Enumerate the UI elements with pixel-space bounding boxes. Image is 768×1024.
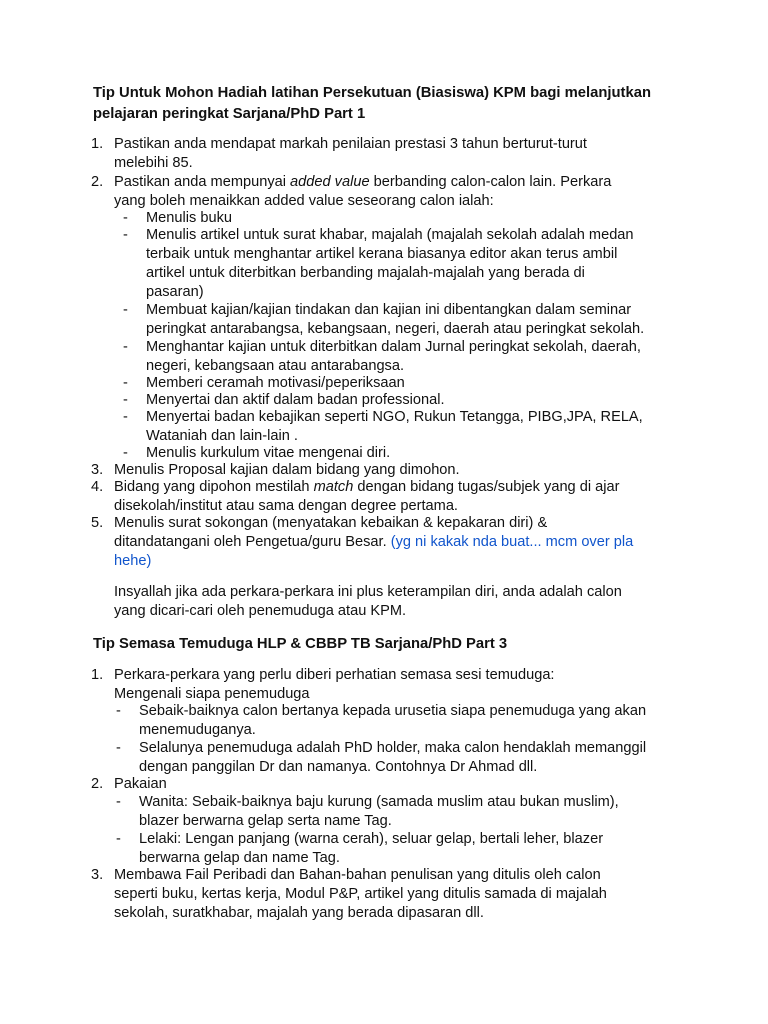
emphasis-text: added value <box>290 174 370 190</box>
sub-item-text: Menulis artikel untuk surat khabar, majalah (majalah sekolah adalah medan <box>146 227 634 243</box>
bullet-dash: - <box>123 302 128 318</box>
list-number: 2. <box>91 776 104 792</box>
sub-item-text: Menulis buku <box>146 210 232 226</box>
sub-item-text: peringkat antarabangsa, kebangsaan, negeri, daerah atau peringkat sekolah. <box>146 321 645 337</box>
list-item-text: Pastikan anda mendapat markah penilaian prestasi 3 tahun berturut-turut <box>114 136 587 152</box>
sub-item-text: Selalunya penemuduga adalah PhD holder, maka calon hendaklah memanggil <box>139 740 647 756</box>
list-number: 2. <box>91 174 104 190</box>
list-item-text: Membawa Fail Peribadi dan Bahan-bahan penulisan yang ditulis oleh calon <box>114 867 601 883</box>
sub-item-text: Memberi ceramah motivasi/peperiksaan <box>146 375 405 391</box>
bullet-dash: - <box>123 375 128 391</box>
list-number: 3. <box>91 867 104 883</box>
list-item-text: disekolah/institut atau sama dengan degree pertama. <box>114 498 458 514</box>
sub-item-text: Sebaik-baiknya calon bertanya kepada urusetia siapa penemuduga yang akan <box>139 703 647 719</box>
list-number: 5. <box>91 515 104 531</box>
list-item-text: Pastikan anda mempunyai added value berbanding calon-calon lain. Perkara <box>114 174 612 190</box>
list-item-text: yang boleh menaikkan added value seseorang calon ialah: <box>114 193 494 209</box>
closing-paragraph: yang dicari-cari oleh penemuduga atau KPM. <box>114 603 407 619</box>
list-item-text: sekolah, suratkhabar, majalah yang berada dipasaran dll. <box>114 905 484 921</box>
list-item-text: Mengenali siapa penemuduga <box>114 686 310 702</box>
sub-item-text: berwarna gelap dan name Tag. <box>139 850 340 866</box>
bullet-dash: - <box>123 339 128 355</box>
section1-title-line2: pelajaran peringkat Sarjana/PhD Part 1 <box>93 106 366 122</box>
bullet-dash: - <box>123 227 128 243</box>
sub-item-text: dengan panggilan Dr dan namanya. Contohnya Dr Ahmad dll. <box>139 759 538 775</box>
bullet-dash: - <box>123 445 128 461</box>
list-item-text: Menulis Proposal kajian dalam bidang yang dimohon. <box>114 462 460 478</box>
sub-item-text: blazer berwarna gelap serta name Tag. <box>139 813 392 829</box>
list-item-text: Pakaian <box>114 776 167 792</box>
list-item-text: Perkara-perkara yang perlu diberi perhatian semasa sesi temuduga: <box>114 667 555 683</box>
sub-item-text: Menulis kurkulum vitae mengenai diri. <box>146 445 391 461</box>
comment-link-text: hehe) <box>114 553 152 569</box>
sub-item-text: Wataniah dan lain-lain . <box>146 428 298 444</box>
closing-paragraph: Insyallah jika ada perkara-perkara ini plus keterampilan diri, anda adalah calon <box>114 584 622 600</box>
list-item-text: melebihi 85. <box>114 155 193 171</box>
list-item-text: Menulis surat sokongan (menyatakan kebaikan & kepakaran diri) & <box>114 515 548 531</box>
list-item-text: Bidang yang dipohon mestilah match dengan bidang tugas/subjek yang di ajar <box>114 479 620 495</box>
list-number: 1. <box>91 136 104 152</box>
list-item-text: seperti buku, kertas kerja, Modul P&P, artikel yang ditulis samada di majalah <box>114 886 607 902</box>
list-item-text: ditandatangani oleh Pengetua/guru Besar. (yg ni kakak nda buat... mcm over pla <box>114 534 634 550</box>
bullet-dash: - <box>123 409 128 425</box>
sub-item-text: Wanita: Sebaik-baiknya baju kurung (samada muslim atau bukan muslim), <box>139 794 619 810</box>
sub-item-text: negeri, kebangsaan atau antarabangsa. <box>146 358 405 374</box>
list-number: 1. <box>91 667 104 683</box>
bullet-dash: - <box>123 392 128 408</box>
comment-link-text: (yg ni kakak nda buat... mcm over pla <box>390 534 634 550</box>
bullet-dash: - <box>116 831 121 847</box>
bullet-dash: - <box>116 703 121 719</box>
bullet-dash: - <box>116 794 121 810</box>
section1-title-line1: Tip Untuk Mohon Hadiah latihan Persekutuan (Biasiswa) KPM bagi melanjutkan <box>93 85 651 101</box>
sub-item-text: pasaran) <box>146 284 204 300</box>
list-number: 3. <box>91 462 104 478</box>
section2-title: Tip Semasa Temuduga HLP & CBBP TB Sarjana/PhD Part 3 <box>93 636 508 652</box>
sub-item-text: artikel untuk diterbitkan berbanding majalah-majalah yang berada di <box>146 265 585 281</box>
sub-item-text: Lelaki: Lengan panjang (warna cerah), seluar gelap, bertali leher, blazer <box>139 831 604 847</box>
sub-item-text: Menyertai dan aktif dalam badan professional. <box>146 392 445 408</box>
sub-item-text: terbaik untuk menghantar artikel kerana biasanya editor akan terus ambil <box>146 246 618 262</box>
sub-item-text: Membuat kajian/kajian tindakan dan kajian ini dibentangkan dalam seminar <box>146 302 632 318</box>
sub-item-text: Menghantar kajian untuk diterbitkan dalam Jurnal peringkat sekolah, daerah, <box>146 339 641 355</box>
bullet-dash: - <box>123 210 128 226</box>
sub-item-text: menemuduganya. <box>139 722 256 738</box>
list-number: 4. <box>91 479 104 495</box>
bullet-dash: - <box>116 740 121 756</box>
emphasis-text: match <box>313 479 354 495</box>
sub-item-text: Menyertai badan kebajikan seperti NGO, Rukun Tetangga, PIBG,JPA, RELA, <box>146 409 643 425</box>
